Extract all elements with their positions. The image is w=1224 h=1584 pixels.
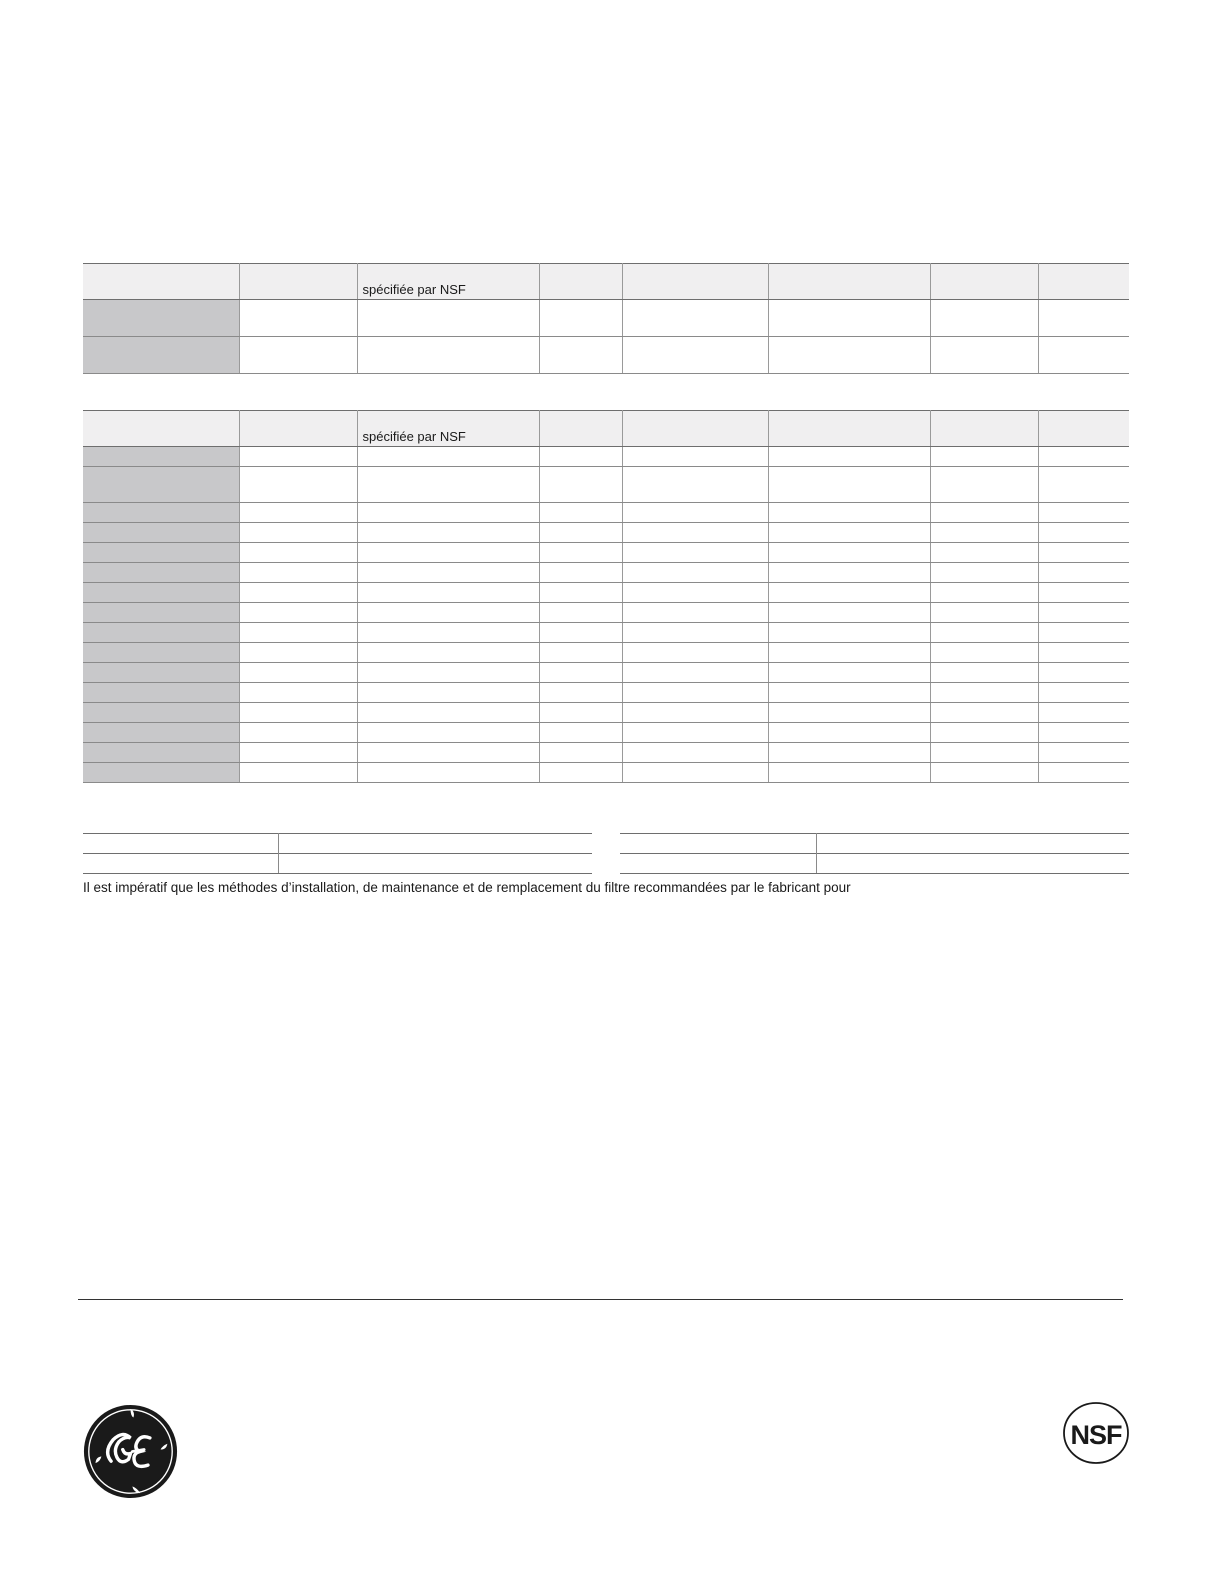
table-cell [239, 337, 357, 374]
table-cell [539, 763, 622, 783]
header-cell [239, 264, 357, 300]
table-cell [622, 763, 768, 783]
header-cell-nsf-spec: spécifiée par NSF [357, 264, 539, 300]
contaminant-table-2 [83, 410, 1129, 783]
table-row [83, 703, 1129, 723]
table-cell [239, 563, 357, 583]
table-row [83, 467, 1129, 503]
table-cell [1038, 503, 1129, 523]
table-cell [1038, 743, 1129, 763]
table-cell [239, 643, 357, 663]
table-cell [930, 703, 1038, 723]
table-cell [239, 523, 357, 543]
table-row [83, 643, 1129, 663]
table-cell [816, 854, 1129, 874]
table-header-row [83, 264, 1129, 300]
table-cell [239, 663, 357, 683]
table-cell [357, 523, 539, 543]
header-cell [83, 264, 239, 300]
installation-notice: Il est impératif que les méthodes d’installation, de maintenance et de remplacement du filtre recommandées par le fabricant pour [83, 880, 851, 895]
table-cell [620, 834, 816, 854]
table-cell [930, 503, 1038, 523]
table-cell [768, 743, 930, 763]
row-label-cell [83, 300, 239, 337]
table-cell [622, 603, 768, 623]
row-label-cell [83, 563, 239, 583]
table-cell [768, 683, 930, 703]
table-cell [816, 834, 1129, 854]
table-cell [239, 300, 357, 337]
table-cell [539, 563, 622, 583]
table-cell [768, 623, 930, 643]
table-cell [768, 763, 930, 783]
table-row [83, 300, 1129, 337]
table-cell [930, 663, 1038, 683]
table-cell [768, 603, 930, 623]
table-row [83, 683, 1129, 703]
table-cell [357, 447, 539, 467]
table-cell [930, 743, 1038, 763]
table-cell [357, 337, 539, 374]
table-cell [930, 583, 1038, 603]
row-label-cell [83, 763, 239, 783]
table-cell [539, 300, 622, 337]
table-cell [357, 583, 539, 603]
table-cell [622, 583, 768, 603]
table-cell [1038, 583, 1129, 603]
table-cell [239, 623, 357, 643]
table-cell [930, 467, 1038, 503]
table-cell [1038, 683, 1129, 703]
row-label-cell [83, 663, 239, 683]
table-row [83, 337, 1129, 374]
header-cell [930, 264, 1038, 300]
table-cell [539, 503, 622, 523]
table-cell [930, 523, 1038, 543]
table-cell [1038, 663, 1129, 683]
table-row [83, 743, 1129, 763]
table-cell [930, 337, 1038, 374]
summary-table-right [620, 833, 1129, 874]
table-cell [768, 447, 930, 467]
table-cell [239, 543, 357, 563]
table-cell [539, 603, 622, 623]
table-cell [1038, 543, 1129, 563]
table-cell [539, 643, 622, 663]
table-cell [1038, 563, 1129, 583]
table-cell [768, 703, 930, 723]
table-cell [239, 467, 357, 503]
table-cell [930, 723, 1038, 743]
table-row [83, 723, 1129, 743]
header-cell [768, 411, 930, 447]
header-cell [930, 411, 1038, 447]
footer-divider [78, 1299, 1123, 1300]
row-label-cell [83, 723, 239, 743]
table-cell [539, 523, 622, 543]
ge-logo [82, 1403, 179, 1500]
table-cell [539, 743, 622, 763]
table-cell [1038, 337, 1129, 374]
row-label-cell [83, 743, 239, 763]
table-cell [539, 447, 622, 467]
table-header-row [83, 411, 1129, 447]
table-cell [622, 743, 768, 763]
table-cell [357, 643, 539, 663]
table-cell [622, 467, 768, 503]
table-cell [1038, 523, 1129, 543]
table-cell [357, 467, 539, 503]
table-cell [539, 663, 622, 683]
table-cell [768, 300, 930, 337]
table-cell [622, 623, 768, 643]
table-cell [768, 467, 930, 503]
table-row [620, 834, 1129, 854]
table-cell [768, 663, 930, 683]
header-cell [1038, 411, 1129, 447]
table-row [83, 854, 592, 874]
table-cell [622, 503, 768, 523]
row-label-cell [83, 467, 239, 503]
table-row [83, 447, 1129, 467]
table-cell [620, 854, 816, 874]
table-cell [357, 300, 539, 337]
table-cell [239, 447, 357, 467]
table-cell [539, 583, 622, 603]
table-cell [357, 683, 539, 703]
table-cell [768, 643, 930, 663]
table-cell [1038, 603, 1129, 623]
table-cell [357, 723, 539, 743]
table-cell [930, 623, 1038, 643]
table-cell [357, 743, 539, 763]
table-row [83, 523, 1129, 543]
table-cell [622, 543, 768, 563]
summary-table-left [83, 833, 592, 874]
table-cell [357, 763, 539, 783]
header-cell [239, 411, 357, 447]
table-row [83, 763, 1129, 783]
header-cell-nsf-spec: spécifiée par NSF [357, 411, 539, 447]
table-cell [930, 763, 1038, 783]
table-cell [357, 623, 539, 643]
table-cell [1038, 300, 1129, 337]
table-cell [1038, 763, 1129, 783]
table-cell [357, 543, 539, 563]
table-cell [930, 300, 1038, 337]
table-cell [539, 623, 622, 643]
row-label-cell [83, 623, 239, 643]
header-cell [622, 411, 768, 447]
table-cell [357, 703, 539, 723]
table-cell [539, 723, 622, 743]
table-cell [239, 743, 357, 763]
row-label-cell [83, 643, 239, 663]
table-cell [768, 337, 930, 374]
table-cell [83, 854, 278, 874]
table-row [83, 503, 1129, 523]
table-cell [768, 503, 930, 523]
table-cell [930, 603, 1038, 623]
table-cell [622, 300, 768, 337]
table-row [83, 663, 1129, 683]
table-cell [278, 834, 592, 854]
header-cell [1038, 264, 1129, 300]
row-label-cell [83, 447, 239, 467]
header-cell [539, 411, 622, 447]
table-cell [357, 603, 539, 623]
table-cell [622, 683, 768, 703]
row-label-cell [83, 603, 239, 623]
contaminant-table-1 [83, 263, 1129, 374]
header-cell [83, 411, 239, 447]
table-cell [768, 523, 930, 543]
nsf-certification-logo [1062, 1401, 1130, 1465]
table-row [83, 603, 1129, 623]
table-cell [239, 703, 357, 723]
table-cell [239, 603, 357, 623]
table-cell [239, 503, 357, 523]
header-cell [768, 264, 930, 300]
table-cell [622, 723, 768, 743]
table-cell [357, 503, 539, 523]
table-cell [768, 563, 930, 583]
row-label-cell [83, 337, 239, 374]
table-cell [1038, 643, 1129, 663]
table-cell [1038, 447, 1129, 467]
table-cell [622, 447, 768, 467]
table-cell [622, 563, 768, 583]
row-label-cell [83, 543, 239, 563]
table-cell [622, 643, 768, 663]
table-cell [930, 543, 1038, 563]
table-cell [539, 543, 622, 563]
table-cell [930, 643, 1038, 663]
table-cell [539, 703, 622, 723]
table-cell [278, 854, 592, 874]
table-cell [239, 583, 357, 603]
table-cell [930, 683, 1038, 703]
row-label-cell [83, 503, 239, 523]
table-cell [239, 723, 357, 743]
table-cell [239, 683, 357, 703]
table-cell [768, 543, 930, 563]
table-row [83, 543, 1129, 563]
table-row [83, 583, 1129, 603]
table-cell [622, 337, 768, 374]
table-cell [1038, 467, 1129, 503]
table-cell [622, 523, 768, 543]
svg-text:NSF: NSF [1070, 1420, 1122, 1450]
table-row [83, 834, 592, 854]
table-row [83, 623, 1129, 643]
table-cell [539, 337, 622, 374]
table-cell [768, 583, 930, 603]
table-cell [930, 563, 1038, 583]
table-body [83, 447, 1129, 783]
row-label-cell [83, 583, 239, 603]
table-cell [539, 683, 622, 703]
table-cell [1038, 703, 1129, 723]
table-cell [539, 467, 622, 503]
row-label-cell [83, 683, 239, 703]
table-cell [83, 834, 278, 854]
table-cell [357, 563, 539, 583]
row-label-cell [83, 703, 239, 723]
table-cell [768, 723, 930, 743]
table-row [620, 854, 1129, 874]
header-cell [539, 264, 622, 300]
header-cell [622, 264, 768, 300]
table-cell [930, 447, 1038, 467]
table-cell [1038, 723, 1129, 743]
row-label-cell [83, 523, 239, 543]
table-row [83, 563, 1129, 583]
table-cell [357, 663, 539, 683]
table-cell [1038, 623, 1129, 643]
table-cell [622, 703, 768, 723]
table-cell [239, 763, 357, 783]
table-cell [622, 663, 768, 683]
